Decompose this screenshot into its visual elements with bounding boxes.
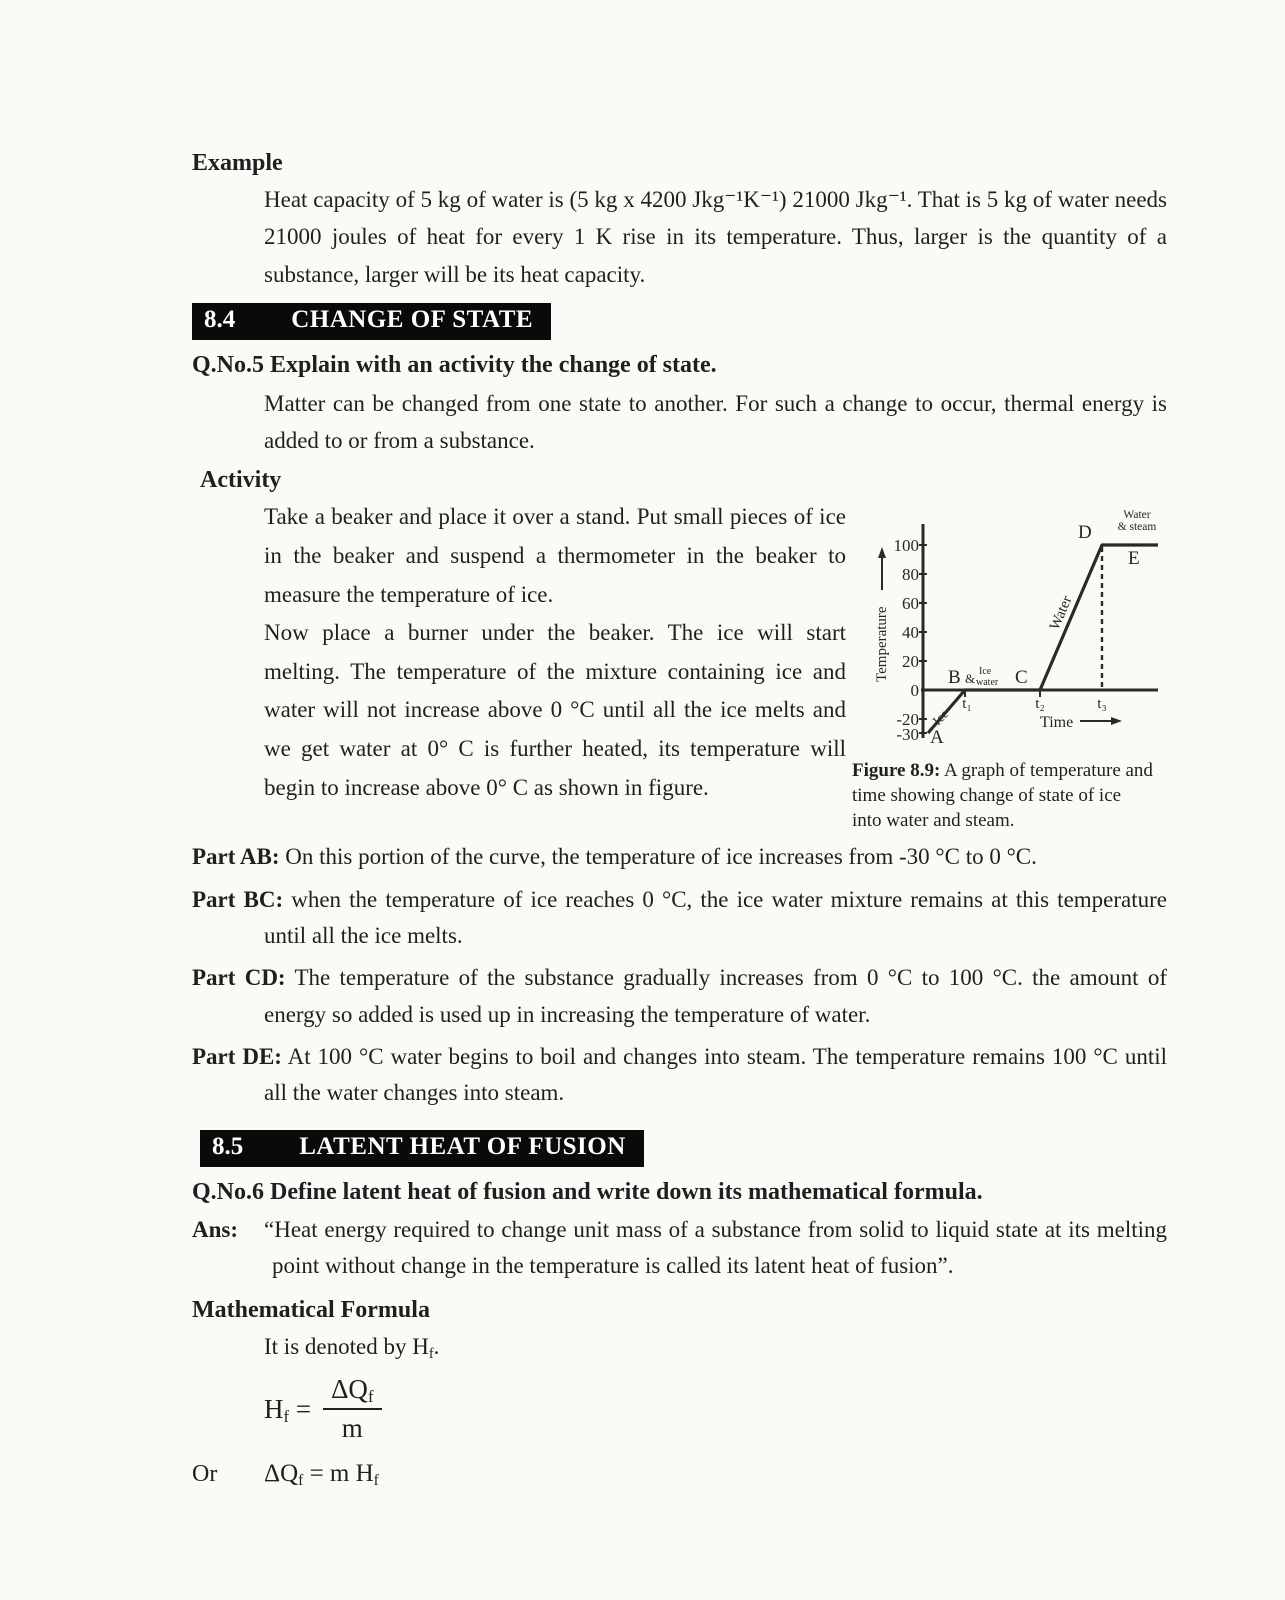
section-title: CHANGE OF STATE bbox=[291, 305, 534, 333]
answer-label: Ans: bbox=[192, 1216, 239, 1242]
figure-caption-text: A graph of temperature and time showing change of state of ice into water and steam. bbox=[852, 760, 1153, 831]
math-formula-heading: Mathematical Formula bbox=[192, 1297, 430, 1324]
fusion-formula bbox=[264, 1374, 1167, 1444]
x-tick-t2: t₂ bbox=[1035, 696, 1045, 713]
formula-fraction bbox=[323, 1374, 381, 1444]
activity-row bbox=[192, 498, 1167, 833]
x-axis-label: Time bbox=[1040, 714, 1074, 732]
example-paragraph: Heat capacity of 5 kg of water is (5 kg x 4200 Jkg⁻¹K⁻¹) 21000 Jkg⁻¹. That is 5 kg of water needs 21000 joules of heat for every 1 K rise in its temperature. Thus, larger is the quantity of a substance, larger will be its heat capacity. bbox=[264, 187, 1167, 287]
alternate-formula bbox=[264, 1460, 379, 1488]
activity-heading: Activity bbox=[200, 467, 282, 494]
activity-paragraph-2: Now place a burner under the beaker. The ice will start melting. The temperature of the mixture containing ice and water will not increase above 0 °C until all the ice melts and we get water at 0° C is further heated, its temperature will begin to increase above 0° C as shown in figure. bbox=[264, 620, 846, 800]
section-bar-8-5 bbox=[200, 1130, 644, 1167]
section-number: 8.5 bbox=[212, 1132, 244, 1160]
segment-label-water-steam-2: & steam bbox=[1117, 521, 1157, 534]
formula-lhs bbox=[264, 1394, 311, 1425]
y-tick-40: 40 bbox=[902, 623, 919, 643]
y-axis-arrow bbox=[878, 547, 886, 590]
part-ab-label: Part AB: bbox=[192, 844, 280, 870]
part-bc-label: Part BC: bbox=[192, 886, 284, 912]
part-de-paragraph bbox=[192, 1039, 1167, 1112]
figure-caption bbox=[852, 759, 1154, 833]
segment-label-ice-small: Ice bbox=[979, 666, 992, 678]
hf-subscript: f bbox=[428, 1345, 434, 1362]
formula-equals: = bbox=[295, 1393, 312, 1424]
part-cd-text: The temperature of the substance gradually increases from 0 °C to 100 °C. the amount of energy so added is used up in increasing the temperature of water. bbox=[264, 965, 1167, 1027]
alt-rhs-base: H bbox=[355, 1460, 374, 1488]
formula-lhs-sub: f bbox=[283, 1406, 290, 1426]
answer-text: “Heat energy required to change unit mass of a substance from solid to liquid state at its melting point without change in the temperature is called its latent heat of fusion”. bbox=[264, 1216, 1167, 1279]
question-5-heading: Q.No.5 Explain with an activity the change of state. bbox=[192, 351, 717, 378]
point-label-e: E bbox=[1128, 548, 1140, 570]
part-de-label: Part DE: bbox=[192, 1043, 282, 1069]
alt-lhs-sub: f bbox=[298, 1472, 304, 1490]
figure-8-9 bbox=[852, 498, 1167, 833]
question-5-answer: Matter can be changed from one state to another. For such a change to occur, thermal energy is added to or from a substance. bbox=[264, 390, 1167, 453]
y-tick-60: 60 bbox=[902, 594, 919, 614]
denoted-prefix: It is denoted by bbox=[264, 1334, 413, 1360]
segment-label-ice: Ice bbox=[929, 706, 952, 729]
question-6-heading: Q.No.6 Define latent heat of fusion and write down its mathematical formula. bbox=[192, 1178, 983, 1205]
denoted-suffix: . bbox=[433, 1334, 440, 1360]
x-tick-t1: t₁ bbox=[962, 696, 972, 713]
activity-paragraph-1: Take a beaker and place it over a stand. Put small pieces of ice in the beaker and suspend a thermometer in the beaker to measure the temperature of ice. bbox=[264, 504, 846, 607]
y-tick-0: 0 bbox=[910, 681, 919, 701]
segment-label-water-steam-1: Water bbox=[1123, 509, 1151, 522]
part-bc-text: when the temperature of ice reaches 0 °C, the ice water mixture remains at this temperature until all the ice melts. bbox=[264, 886, 1167, 948]
alt-mid: = m bbox=[303, 1460, 356, 1488]
part-de-text: At 100 °C water begins to boil and changes into steam. The temperature remains 100 °C until all the water changes into steam. bbox=[264, 1043, 1167, 1106]
part-ab-text: On this portion of the curve, the temperature of ice increases from -30 °C to 0 °C. bbox=[279, 844, 1037, 870]
y-tick-neg30: -30 bbox=[896, 725, 919, 745]
answer-paragraph bbox=[192, 1212, 1167, 1286]
y-tick-neg20: -20 bbox=[896, 710, 919, 730]
part-ab-paragraph bbox=[192, 839, 1167, 875]
alternate-formula-line bbox=[192, 1460, 1167, 1488]
x-axis-arrow bbox=[1080, 717, 1122, 725]
part-bc-paragraph bbox=[192, 882, 1167, 955]
segment-label-amp: & bbox=[965, 671, 976, 687]
y-tick-100: 100 bbox=[893, 536, 919, 556]
formula-num-base: ΔQ bbox=[331, 1374, 368, 1405]
point-label-c: C bbox=[1015, 667, 1028, 689]
x-tick-t3: t₃ bbox=[1097, 696, 1107, 713]
formula-numerator bbox=[323, 1374, 381, 1410]
formula-lhs-base: H bbox=[264, 1393, 284, 1424]
hf-symbol: H bbox=[412, 1334, 429, 1360]
formula-denominator: m bbox=[341, 1413, 363, 1444]
alt-lhs-base: ΔQ bbox=[264, 1460, 299, 1488]
section-title: LATENT HEAT OF FUSION bbox=[299, 1132, 626, 1160]
part-cd-label: Part CD: bbox=[192, 965, 286, 991]
section-number: 8.4 bbox=[204, 305, 236, 333]
y-tick-80: 80 bbox=[902, 565, 919, 585]
denoted-line bbox=[264, 1334, 1167, 1360]
segment-label-water-small: water bbox=[976, 677, 999, 689]
or-label: Or bbox=[192, 1461, 218, 1488]
y-tick-labels bbox=[894, 536, 920, 744]
alt-rhs-sub: f bbox=[373, 1472, 379, 1490]
figure-caption-label: Figure 8.9: bbox=[852, 760, 941, 782]
part-cd-paragraph bbox=[192, 960, 1167, 1033]
point-label-a: A bbox=[930, 727, 944, 749]
temperature-time-graph bbox=[852, 500, 1164, 750]
point-label-b: B bbox=[948, 667, 961, 689]
example-heading: Example bbox=[192, 150, 283, 176]
formula-num-sub: f bbox=[367, 1387, 374, 1407]
segment-label-water: Water bbox=[1046, 593, 1076, 633]
y-tick-20: 20 bbox=[902, 652, 919, 672]
point-label-d: D bbox=[1078, 522, 1092, 544]
activity-text-column bbox=[264, 498, 846, 807]
x-tick-labels bbox=[962, 696, 1106, 712]
y-axis-label: Temperature bbox=[874, 606, 890, 683]
section-bar-8-4 bbox=[192, 303, 551, 340]
